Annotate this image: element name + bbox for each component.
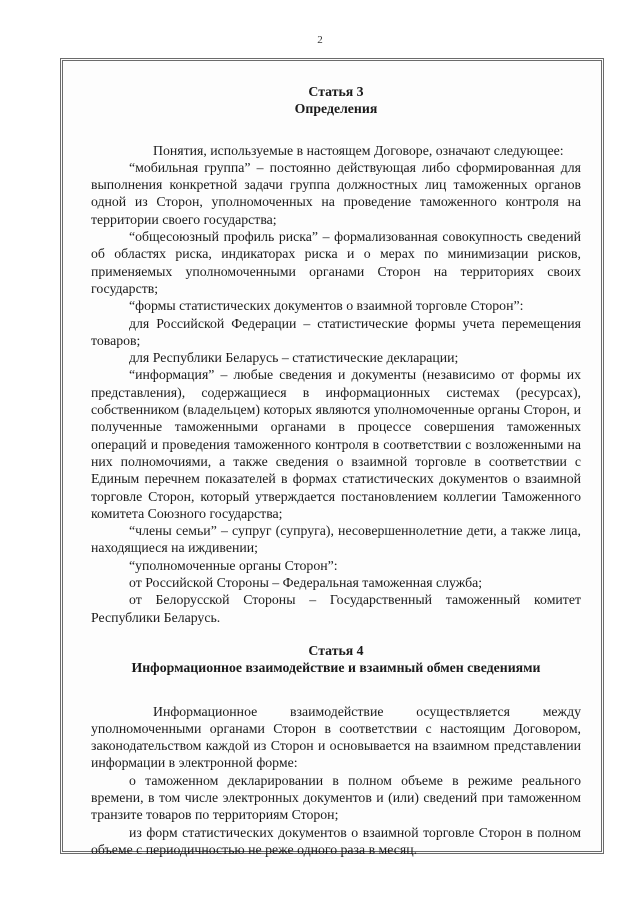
paragraph-intro: Понятия, используемые в настоящем Договоре, означают следующее: — [153, 142, 564, 158]
article-3-heading: Статья 3 — [308, 84, 364, 99]
authorized-body-belarus: от Белорусской Стороны – Государственный таможенный комитет Республики Беларусь. — [91, 592, 581, 625]
page-number: 2 — [317, 34, 323, 46]
definition-authorized-bodies: “уполномоченные органы Сторон”: — [129, 557, 338, 573]
document-content — [91, 83, 581, 858]
definition-risk-profile: “общесоюзный профиль риска” – формализованная совокупность сведений об областях риска, индикаторах риска и о мерах по минимизации рисков, применяемых уполномоченными органами Сторон на территориях своих государств; — [91, 229, 581, 296]
article-4-title: Информационное взаимодействие и взаимный обмен сведениями — [131, 660, 541, 676]
document-frame — [60, 58, 604, 857]
definition-family-members: “члены семьи” – супруг (супруга), несовершеннолетние дети, а также лица, находящиеся на иждивении; — [91, 523, 581, 556]
definition-information: “информация” – любые сведения и документы (независимо от формы их представления), содержащиеся в информационных системах (ресурсах), собственником (владельцем) которых являются уполномоченные органы Сторон, и полученные таможенными органами в процессе совершения таможенных операций и проведения таможенного контроля в соответствии с возложенными на них полномочиями, а также сведения о взаимной торговле в соответствии с Единым перечнем показателей в формах статистических документов о взаимной торговле Сторон, который утверждается постановлением коллегии Таможенного комитета Союзного государства; — [91, 367, 581, 521]
article-4-item-declaration: о таможенном декларировании в полном объеме в режиме реального времени, в том числе электронных документов и (или) сведений при таможенном транзите товаров по территориям Сторон; — [91, 772, 581, 823]
definition-forms-belarus: для Республики Беларусь – статистические декларации; — [129, 350, 459, 366]
definition-statistical-forms: “формы статистических документов о взаимной торговле Сторон”: — [129, 298, 524, 314]
definition-forms-russia: для Российской Федерации – статистические формы учета перемещения товаров; — [91, 315, 581, 348]
definition-mobile-group: “мобильная группа” – постоянно действующая либо сформированная для выполнения конкретной задачи группа должностных лиц таможенных органов одной из Сторон, уполномоченных на проведение таможенного контроля на территории своего государства; — [91, 159, 581, 227]
article-4-intro: Информационное взаимодействие осуществляется между уполномоченными органами Сторон в соответствии с настоящим Договором, законодательством каждой из Сторон и основывается на взаимном представлении информации в электронной форме: — [91, 703, 581, 771]
article-4-item-statistics: из форм статистических документов о взаимной торговле Сторон в полном объеме с периодичностью не реже одного раза в месяц. — [91, 824, 581, 857]
article-3-title: Определения — [294, 101, 378, 117]
authorized-body-russia: от Российской Стороны – Федеральная таможенная служба; — [129, 575, 483, 591]
article-4-heading: Статья 4 — [308, 642, 364, 658]
